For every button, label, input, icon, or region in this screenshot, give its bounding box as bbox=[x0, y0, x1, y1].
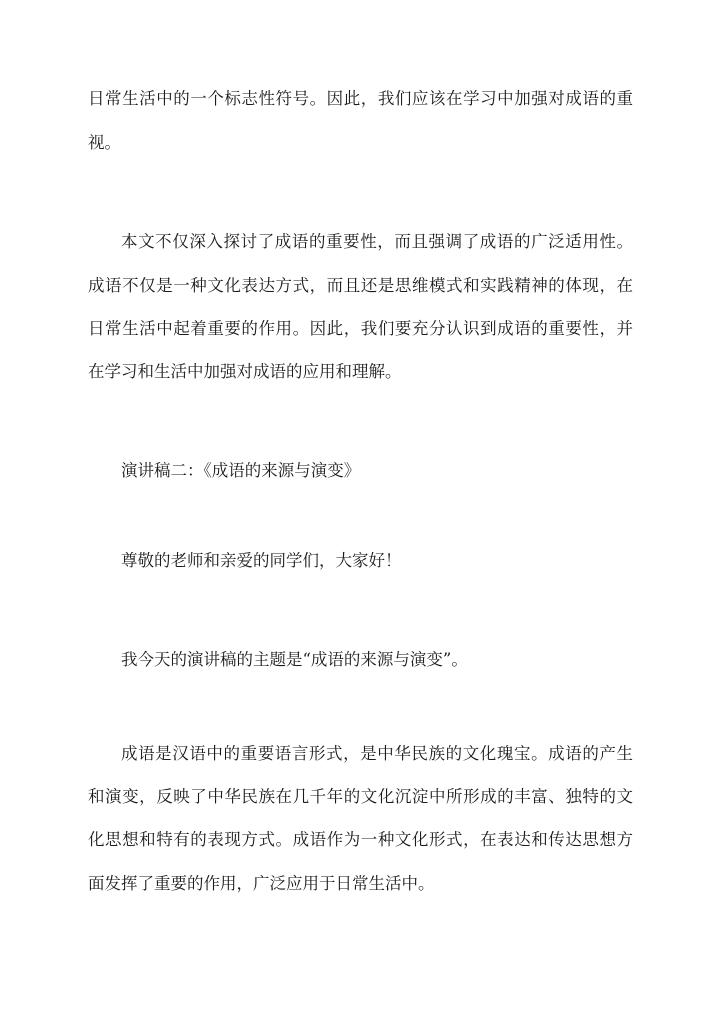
greeting-line: 尊敬的老师和亲爱的同学们，大家好！ bbox=[121, 551, 402, 570]
paragraph-line: 面发挥了重要的作用，广泛应用于日常生活中。 bbox=[88, 874, 435, 893]
paragraph-line: 成语是汉语中的重要语言形式，是中华民族的文化瑰宝。成语的产生 bbox=[121, 744, 633, 763]
paragraph-line: 化思想和特有的表现方式。成语作为一种文化形式，在表达和传达思想方 bbox=[88, 830, 633, 849]
paragraph-line: 视。 bbox=[88, 133, 121, 152]
paragraph-line: 日常生活中起着重要的作用。因此，我们要充分认识到成语的重要性，并 bbox=[88, 319, 633, 338]
paragraph-line: 在学习和生活中加强对成语的应用和理解。 bbox=[88, 362, 402, 381]
paragraph-line: 日常生活中的一个标志性符号。因此，我们应该在学习中加强对成语的重 bbox=[88, 89, 633, 108]
paragraph-line: 成语不仅是一种文化表达方式，而且还是思维模式和实践精神的体现，在 bbox=[88, 276, 633, 295]
section-heading: 演讲稿二：《成语的来源与演变》 bbox=[121, 461, 361, 480]
paragraph-line: 和演变，反映了中华民族在几千年的文化沉淀中所形成的丰富、独特的文 bbox=[88, 787, 633, 806]
paragraph-line: 我今天的演讲稿的主题是“成语的来源与演变”。 bbox=[121, 650, 468, 669]
paragraph-line: 本文不仅深入探讨了成语的重要性，而且强调了成语的广泛适用性。 bbox=[121, 232, 633, 251]
